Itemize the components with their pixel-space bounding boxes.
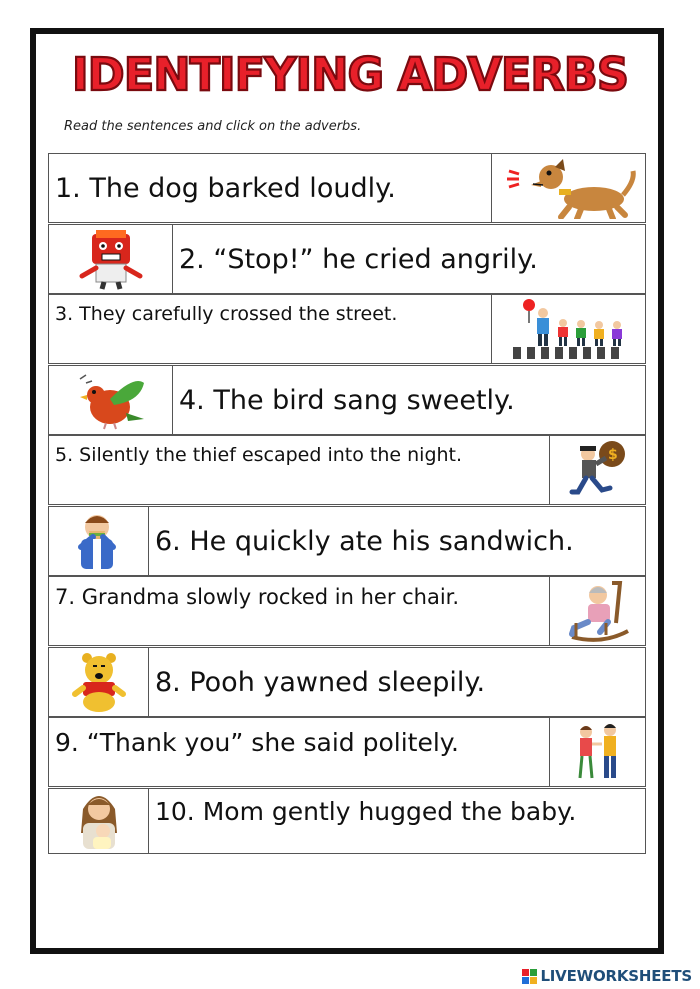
sentence-row-5 bbox=[48, 435, 646, 505]
singing-bird-icon bbox=[49, 366, 173, 434]
man-eating-sandwich-icon bbox=[49, 507, 149, 575]
grandma-rocking-chair-icon bbox=[549, 577, 646, 645]
sentence-row-10 bbox=[48, 788, 646, 854]
brand-name: LIVEWORKSHEETS bbox=[540, 967, 692, 985]
sentence-row-1 bbox=[48, 153, 646, 223]
sentence-9[interactable]: 9. “Thank you” she said politely. bbox=[55, 728, 459, 757]
sentence-row-7 bbox=[48, 576, 646, 646]
mom-hugging-baby-icon bbox=[49, 789, 149, 853]
sentence-1[interactable]: 1. The dog barked loudly. bbox=[55, 172, 396, 204]
thief-icon bbox=[549, 436, 646, 504]
worksheet-title-text: IDENTIFYING ADVERBS bbox=[72, 48, 628, 101]
sentence-row-6 bbox=[48, 506, 646, 576]
svg-text:$: $ bbox=[608, 447, 618, 463]
sentence-8[interactable]: 8. Pooh yawned sleepily. bbox=[155, 666, 486, 698]
pooh-bear-icon bbox=[49, 648, 149, 716]
barking-dog-icon bbox=[491, 154, 646, 222]
crossing-street-icon bbox=[491, 295, 646, 363]
sentence-10[interactable]: 10. Mom gently hugged the baby. bbox=[155, 797, 577, 826]
worksheet-title bbox=[60, 40, 640, 104]
sentence-row-3 bbox=[48, 294, 646, 364]
liveworksheets-logo[interactable] bbox=[522, 967, 692, 985]
sentence-row-8 bbox=[48, 647, 646, 717]
angry-character-icon bbox=[49, 225, 173, 293]
sentence-row-9 bbox=[48, 717, 646, 787]
sentence-4[interactable]: 4. The bird sang sweetly. bbox=[179, 384, 515, 416]
sentence-3[interactable]: 3. They carefully crossed the street. bbox=[55, 303, 398, 325]
sentence-row-2 bbox=[48, 224, 646, 294]
sentence-7[interactable]: 7. Grandma slowly rocked in her chair. bbox=[55, 585, 460, 609]
sentence-5[interactable]: 5. Silently the thief escaped into the night. bbox=[55, 444, 463, 466]
sentence-6[interactable]: 6. He quickly ate his sandwich. bbox=[155, 525, 574, 557]
kids-talking-icon bbox=[549, 718, 646, 786]
instructions-text: Read the sentences and click on the adverbs. bbox=[64, 119, 362, 134]
logo-blocks-icon bbox=[522, 969, 537, 984]
sentence-2[interactable]: 2. “Stop!” he cried angrily. bbox=[179, 243, 538, 275]
sentence-row-4 bbox=[48, 365, 646, 435]
